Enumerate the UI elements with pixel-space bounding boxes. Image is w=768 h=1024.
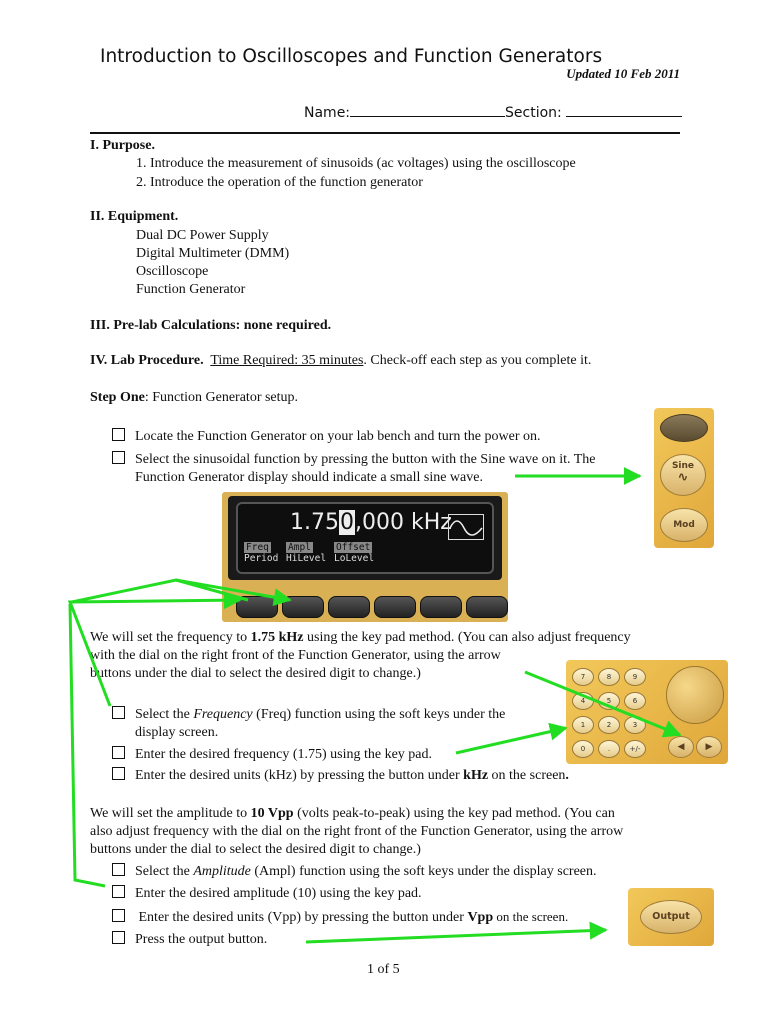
updated-date: Updated 10 Feb 2011: [566, 66, 680, 81]
equipment-item: Function Generator: [136, 282, 246, 297]
keypad-key: 5: [598, 692, 620, 710]
checklist-item: Select the Frequency (Freq) function using the soft keys under the: [112, 706, 505, 724]
checkbox[interactable]: [112, 428, 125, 441]
purpose-heading: I. Purpose.: [90, 138, 155, 153]
name-label: Name:: [304, 105, 351, 121]
keypad-key: 8: [598, 668, 620, 686]
step-one-text: : Function Generator setup.: [144, 390, 299, 405]
checklist-item: Enter the desired amplitude (10) using the key pad.: [112, 885, 422, 903]
softkey: [466, 596, 508, 618]
checkbox[interactable]: [112, 931, 125, 944]
checklist-item: Select the sinusoidal function by pressing the button with the Sine wave on it. The: [112, 451, 596, 469]
gray-button: [660, 414, 708, 442]
equipment-item: Dual DC Power Supply: [136, 228, 269, 243]
softkey-label-ampl: Ampl HiLevel: [286, 542, 327, 564]
checklist-item: Press the output button.: [112, 931, 267, 949]
prelab-heading: III. Pre-lab Calculations: none required.: [90, 318, 332, 333]
checklist-item-continued: Function Generator display should indicate a small sine wave.: [135, 470, 483, 485]
header-rule: [90, 132, 680, 134]
keypad-key: 9: [624, 668, 646, 686]
arrow-to-keypad: [456, 728, 566, 753]
procedure-heading: IV. Lab Procedure.: [90, 353, 204, 368]
checklist-item-continued: display screen.: [135, 725, 219, 740]
page-number: 1 of 5: [367, 962, 400, 977]
frequency-paragraph-line: buttons under the dial to select the desired digit to change.): [90, 666, 421, 681]
softkey: [236, 596, 278, 618]
checklist-item: Locate the Function Generator on your lab bench and turn the power on.: [112, 428, 540, 446]
purpose-item-1: 1. Introduce the measurement of sinusoids (ac voltages) using the oscilloscope: [136, 156, 576, 171]
display-photo: [222, 492, 508, 622]
keypad-key: 4: [572, 692, 594, 710]
checklist-item: Enter the desired frequency (1.75) using the key pad.: [112, 746, 432, 764]
frequency-paragraph-line: with the dial on the right front of the Function Generator, using the arrow: [90, 648, 501, 663]
keypad-key: 6: [624, 692, 646, 710]
mod-button: Mod: [660, 508, 708, 542]
keypad-key: 0: [572, 740, 594, 758]
equipment-item: Digital Multimeter (DMM): [136, 246, 290, 261]
display-bezel: [228, 496, 502, 580]
procedure-line: [90, 352, 591, 370]
sine-mod-photo: [654, 408, 714, 548]
arrow-to-output-button: [306, 930, 606, 942]
time-required: Time Required: 35 minutes: [210, 353, 364, 368]
softkey: [420, 596, 462, 618]
keypad-dial-photo: [566, 660, 728, 764]
softkey: [328, 596, 370, 618]
document-title: Introduction to Oscilloscopes and Function Generators: [100, 46, 603, 67]
sine-wave-icon: ∿: [677, 470, 689, 485]
purpose-item-2: 2. Introduce the operation of the function generator: [136, 175, 423, 190]
keypad-key: 7: [572, 668, 594, 686]
equipment-heading: II. Equipment.: [90, 209, 179, 224]
keypad-key: 2: [598, 716, 620, 734]
softkey: [282, 596, 324, 618]
section-label: Section:: [505, 105, 562, 121]
checklist-item: Select the Amplitude (Ampl) function using the soft keys under the display screen.: [112, 863, 597, 881]
output-photo: [628, 888, 714, 946]
rotary-dial: [666, 666, 724, 724]
right-arrow-button: ▶: [696, 736, 722, 758]
checkbox[interactable]: [112, 863, 125, 876]
checkbox[interactable]: [112, 885, 125, 898]
name-section-row: [304, 102, 682, 121]
left-arrow-button: ◀: [668, 736, 694, 758]
amplitude-paragraph-line: also adjust frequency with the dial on the right front of the Function Generator, using the arrow: [90, 824, 624, 839]
checkbox[interactable]: [112, 746, 125, 759]
lcd-frequency-readout: 1.750,000 kHz: [290, 510, 452, 535]
amplitude-paragraph-line: We will set the amplitude to 10 Vpp (volts peak-to-peak) using the key pad method. (You can: [90, 806, 615, 821]
frequency-paragraph-line: We will set the frequency to 1.75 kHz using the key pad method. (You can also adjust frequency: [90, 630, 631, 645]
keypad-key: .: [598, 740, 620, 758]
softkey-label-offset: Offset LoLevel: [334, 542, 375, 564]
checkbox[interactable]: [112, 767, 125, 780]
softkey-label-freq: Freq Period: [244, 542, 279, 564]
output-button: Output: [640, 900, 702, 934]
checkbox[interactable]: [112, 451, 125, 464]
name-blank[interactable]: [350, 102, 505, 117]
sine-button: Sine ∿: [660, 454, 706, 496]
keypad-key: 3: [624, 716, 646, 734]
checkbox[interactable]: [112, 909, 125, 922]
keypad-key: +/-: [624, 740, 646, 758]
checkbox[interactable]: [112, 706, 125, 719]
lcd-screen: [236, 502, 494, 574]
procedure-note: . Check-off each step as you complete it.: [363, 353, 592, 368]
sine-wave-icon: [448, 514, 484, 540]
checklist-item: Enter the desired units (Vpp) by pressing the button under Vpp on the screen.: [112, 908, 568, 927]
amplitude-paragraph-line: buttons under the dial to select the desired digit to change.): [90, 842, 421, 857]
keypad-key: 1: [572, 716, 594, 734]
step-one-line: [90, 389, 298, 407]
section-blank[interactable]: [566, 102, 682, 117]
step-one-label: Step One: [90, 390, 145, 405]
softkey: [374, 596, 416, 618]
checklist-item: Enter the desired units (kHz) by pressing the button under kHz on the screen.: [112, 767, 569, 785]
equipment-item: Oscilloscope: [136, 264, 209, 279]
